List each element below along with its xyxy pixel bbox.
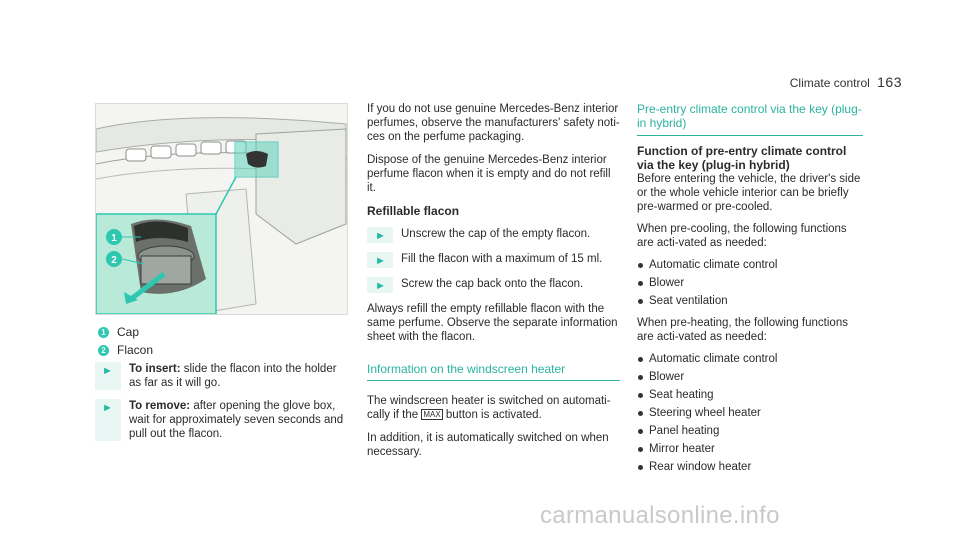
heating-functions-list bbox=[637, 352, 863, 474]
text-run: The windscreen heater is switched on automati-cally if the bbox=[367, 395, 611, 421]
step-text: Fill the flacon with a maximum of 15 ml. bbox=[393, 252, 620, 268]
legend-label: Flacon bbox=[117, 343, 154, 357]
list-item: Seat ventilation bbox=[637, 294, 863, 308]
legend-label: Cap bbox=[117, 325, 140, 339]
paragraph: When pre-heating, the following functions are acti-vated as needed: bbox=[637, 317, 848, 343]
cooling-functions-list bbox=[637, 258, 863, 308]
step-text: Screw the cap back onto the flacon. bbox=[393, 277, 620, 293]
right-column bbox=[637, 102, 863, 482]
instruction-step bbox=[95, 399, 351, 441]
paragraph: Dispose of the genuine Mercedes-Benz interior perfume flacon when it is empty and do not refill it. bbox=[367, 154, 611, 194]
step-arrow-icon: ► bbox=[102, 402, 113, 414]
legend-item bbox=[98, 323, 153, 341]
step-text: after opening the glove box, wait for approximately seven seconds and pull out the flacon. bbox=[129, 400, 344, 440]
paragraph: In addition, it is automatically switched on when necessary. bbox=[367, 432, 609, 458]
list-item: Automatic climate control bbox=[637, 258, 863, 272]
step-arrow-icon: ► bbox=[102, 365, 113, 377]
page-header bbox=[790, 74, 902, 90]
paragraph: If you do not use genuine Mercedes-Benz interior perfumes, observe the manufacturers' safety noti-ces on the perfume packaging. bbox=[367, 103, 620, 143]
list-item: Mirror heater bbox=[637, 442, 863, 456]
instruction-step bbox=[367, 227, 620, 243]
instruction-step bbox=[367, 277, 620, 293]
paragraph: Before entering the vehicle, the driver's side or the whole vehicle interior can be briefly pre-warmed or pre-cooled. bbox=[637, 173, 861, 213]
page-number: 163 bbox=[877, 74, 902, 90]
list-item: Steering wheel heater bbox=[637, 406, 863, 420]
step-text: slide the flacon into the holder as far as it will go. bbox=[129, 363, 337, 389]
list-item: Panel heating bbox=[637, 424, 863, 438]
step-arrow-icon: ► bbox=[375, 280, 386, 292]
figure-legend bbox=[98, 323, 153, 359]
section-title: Climate control bbox=[789, 76, 870, 90]
list-item: Rear window heater bbox=[637, 460, 863, 474]
callout-1: 1 bbox=[111, 233, 117, 244]
text-run: button is activated. bbox=[442, 409, 542, 421]
step-label: To remove: bbox=[129, 400, 191, 412]
list-item: Seat heating bbox=[637, 388, 863, 402]
callout-2: 2 bbox=[111, 255, 117, 266]
dashboard-drawing bbox=[96, 104, 347, 314]
paragraph: When pre-cooling, the following functions are acti-vated as needed: bbox=[637, 223, 847, 249]
middle-column bbox=[367, 102, 620, 468]
watermark: carmanualsonline.info bbox=[540, 502, 780, 529]
instruction-step bbox=[367, 252, 620, 268]
step-arrow-icon: ► bbox=[375, 230, 386, 242]
list-item: Blower bbox=[637, 276, 863, 290]
step-text: Unscrew the cap of the empty flacon. bbox=[393, 227, 620, 243]
instruction-step bbox=[95, 362, 351, 390]
perfume-flacon-illustration bbox=[95, 103, 348, 315]
number-badge: 1 bbox=[98, 327, 109, 338]
subheading-function: Function of pre-entry climate control via the key (plug-in hybrid) bbox=[637, 144, 847, 172]
paragraph bbox=[367, 394, 620, 422]
section-heading-pre-entry: Pre-entry climate control via the key (plug-in hybrid) bbox=[637, 102, 863, 136]
list-item: Blower bbox=[637, 370, 863, 384]
max-defrost-icon: MAX bbox=[423, 410, 441, 419]
list-item: Automatic climate control bbox=[637, 352, 863, 366]
insert-remove-steps bbox=[95, 362, 351, 450]
section-heading-windscreen-heater: Information on the windscreen heater bbox=[367, 362, 620, 381]
step-arrow-icon: ► bbox=[375, 255, 386, 267]
paragraph: Always refill the empty refillable flacon with the same perfume. Observe the separate information sheet with the flacon. bbox=[367, 303, 618, 343]
step-label: To insert: bbox=[129, 363, 181, 375]
subheading-refillable-flacon: Refillable flacon bbox=[367, 204, 460, 218]
legend-item bbox=[98, 341, 153, 359]
number-badge: 2 bbox=[98, 345, 109, 356]
